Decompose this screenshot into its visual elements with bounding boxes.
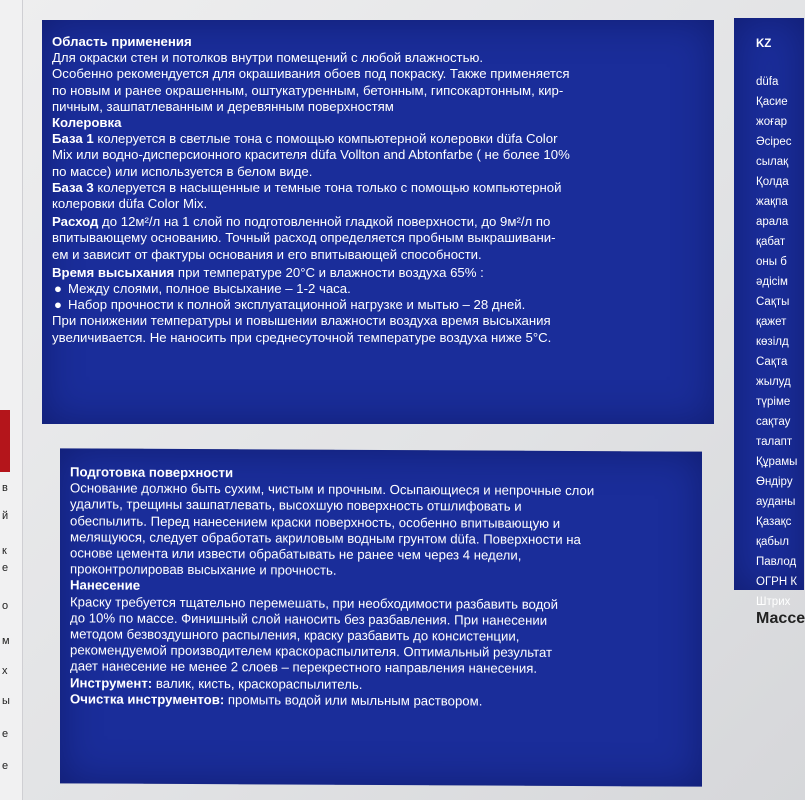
prep-line: Основание должно быть сухим, чистым и прочным. Осыпающиеся и непрочные слои bbox=[70, 480, 595, 499]
kz-line: әдісім bbox=[756, 276, 788, 288]
clean-label: Очистка инструментов: bbox=[70, 691, 225, 708]
base1-line: Mix или водно-дисперсионного красителя düfa Vollton and Abtonfarbe ( не более 10% bbox=[52, 147, 570, 163]
base1-text-rest bbox=[52, 147, 694, 179]
kz-line: Сақты bbox=[756, 296, 790, 308]
apply-line: до 10% по массе. Финишный слой наносить без разбавления. При нанесении bbox=[70, 610, 548, 628]
drying-paragraph bbox=[52, 265, 694, 281]
kz-language-label: KZ bbox=[756, 38, 772, 50]
left-fragment-char: ы bbox=[2, 695, 10, 707]
left-fragment-char: в bbox=[2, 482, 8, 494]
left-fragment-char: е bbox=[2, 728, 9, 740]
kz-line: Құрамы bbox=[756, 456, 798, 468]
drying-note bbox=[52, 313, 694, 345]
base3-line: колеровки düfa Color Mix. bbox=[52, 196, 208, 212]
kz-line: арала bbox=[756, 216, 789, 228]
kz-line: Әсірес bbox=[756, 136, 792, 148]
kz-line: Өндіру bbox=[756, 476, 793, 488]
consumption-text-first: до 12м²/л на 1 слой по подготовленной гладкой поверхности, до 9м²/л по bbox=[98, 214, 551, 230]
base3-label: База 3 bbox=[52, 179, 94, 195]
kz-line: ОГРН К bbox=[756, 576, 798, 588]
kz-line: düfa bbox=[756, 76, 779, 88]
consumption-label: Расход bbox=[52, 214, 99, 230]
drying-bullet-text: Между слоями, полное высыхание – 1-2 часа. bbox=[68, 281, 351, 297]
prep-line: удалить, трещины зашпатлевать, высохшую поверхность отшлифовать и bbox=[70, 496, 522, 515]
prep-line: проконтролировав высыхание и прочность. bbox=[70, 561, 337, 578]
apply-text bbox=[70, 594, 690, 678]
tinting-heading: Колеровка bbox=[52, 115, 122, 131]
clean-line bbox=[70, 691, 690, 710]
consumption-line: ем и зависит от фактуры основания и его впитывающей способности. bbox=[52, 246, 482, 262]
top-info-panel bbox=[42, 20, 714, 424]
kz-line: көзілд bbox=[756, 336, 789, 348]
clean-text: промыть водой или мыльным раствором. bbox=[224, 692, 483, 709]
kz-line: қабыл bbox=[756, 536, 789, 548]
bottom-info-panel bbox=[60, 448, 702, 786]
consumption-paragraph bbox=[52, 214, 694, 263]
kz-line: ауданы bbox=[756, 496, 796, 508]
right-kz-panel bbox=[734, 18, 804, 608]
drying-bullet-text: Набор прочности к полной эксплуатационной нагрузке и мытью – 28 дней. bbox=[68, 297, 526, 313]
left-label-strip bbox=[0, 0, 23, 800]
left-fragment-char: м bbox=[2, 635, 10, 647]
drying-bullet-item bbox=[52, 281, 694, 297]
application-line: Особенно рекомендуется для окрашивания обоев под покраску. Также применяется bbox=[52, 66, 570, 82]
base1-text-first: колеруется в светлые тона с помощью компьютерной колеровки düfa Color bbox=[93, 131, 558, 147]
apply-line: дает нанесение не менее 2 слоев – перекрестного направления нанесения. bbox=[70, 658, 538, 677]
base3-text-first: колеруется в насыщенные и темные тона только с помощью компьютерной bbox=[93, 179, 562, 195]
left-red-mark bbox=[0, 410, 10, 472]
application-heading: Область применения bbox=[52, 34, 192, 49]
kz-line: жоғар bbox=[756, 116, 788, 128]
prep-line: мелящуюся, следует обработать акриловым водным грунтом düfa. Поверхности на bbox=[70, 529, 581, 547]
kz-line: Сақта bbox=[756, 356, 788, 368]
drying-note-line: увеличивается. Не наносить при среднесуточной температуре воздуха ниже 5°С. bbox=[52, 329, 552, 345]
drying-bullets bbox=[52, 281, 694, 313]
kz-line: қабат bbox=[756, 236, 786, 248]
kz-line: сылақ bbox=[756, 156, 789, 168]
prep-text bbox=[70, 481, 690, 581]
kz-line: қажет bbox=[756, 316, 787, 328]
base3-text-rest bbox=[52, 196, 694, 212]
bullet-icon: ● bbox=[54, 297, 62, 313]
bullet-icon: ● bbox=[54, 281, 62, 297]
kz-line: сақтау bbox=[756, 416, 791, 428]
application-line: по новым и ранее окрашенным, оштукатуренным, бетонным, гипсокартонным, кир- bbox=[52, 82, 564, 98]
consumption-line: впитывающему основанию. Точный расход определяется пробным выкрашивани- bbox=[52, 230, 556, 246]
left-fragment-char: х bbox=[2, 665, 8, 677]
application-line: Для окраски стен и потолков внутри помещений с любой влажностью. bbox=[52, 50, 484, 66]
left-fragment-char: к bbox=[2, 545, 7, 557]
drying-label: Время высыхания bbox=[52, 264, 175, 280]
kz-line: талапт bbox=[756, 436, 793, 448]
kz-text bbox=[756, 72, 804, 612]
application-line: пичным, зашпатлеванным и деревянным поверхностям bbox=[52, 98, 394, 114]
left-fragment-char: е bbox=[2, 562, 9, 574]
drying-note-line: При понижении температуры и повышении влажности воздуха время высыхания bbox=[52, 313, 551, 329]
kz-line: Қазақс bbox=[756, 516, 792, 528]
apply-line: методом безвоздушного распыления, краску разбавить до консистенции, bbox=[70, 626, 520, 644]
kz-line: жылуд bbox=[756, 376, 791, 388]
prep-heading: Подготовка поверхности bbox=[70, 464, 234, 481]
drying-bullet-item bbox=[52, 297, 694, 313]
application-text bbox=[52, 50, 694, 115]
base1-line: по массе) или используется в белом виде. bbox=[52, 163, 313, 179]
kz-line: Қолда bbox=[756, 176, 789, 188]
kz-line: Штрих bbox=[756, 596, 791, 608]
apply-heading: Нанесение bbox=[70, 577, 141, 594]
kz-line: оны б bbox=[756, 256, 787, 268]
consumption-text-rest bbox=[52, 230, 694, 262]
base1-label: База 1 bbox=[52, 131, 94, 147]
kz-line: түріме bbox=[756, 396, 791, 408]
masse-label: Массе bbox=[756, 610, 805, 627]
left-fragment-char: е bbox=[2, 760, 9, 772]
apply-line: рекомендуемой производителем краскораспылителя. Оптимальный результат bbox=[70, 642, 553, 661]
prep-line: обеспылить. Перед нанесением краски поверхность, особенно впитывающую и bbox=[70, 512, 561, 531]
kz-line: жақпа bbox=[756, 196, 788, 208]
tool-label: Инструмент: bbox=[70, 675, 153, 691]
base3-paragraph bbox=[52, 180, 694, 212]
drying-text: при температуре 20°С и влажности воздуха 65% : bbox=[174, 264, 484, 280]
base1-paragraph bbox=[52, 131, 694, 180]
left-fragment-char: й bbox=[2, 510, 9, 522]
kz-line: Қасие bbox=[756, 96, 788, 108]
apply-line: Краску требуется тщательно перемешать, при необходимости разбавить водой bbox=[70, 593, 558, 612]
prep-line: основе цемента или извести обрабатывать не ранее чем через 4 недели, bbox=[70, 545, 522, 563]
kz-line: Павлод bbox=[756, 556, 797, 568]
tool-text: валик, кисть, краскораспылитель. bbox=[152, 675, 363, 692]
left-fragment-char: о bbox=[2, 600, 9, 612]
